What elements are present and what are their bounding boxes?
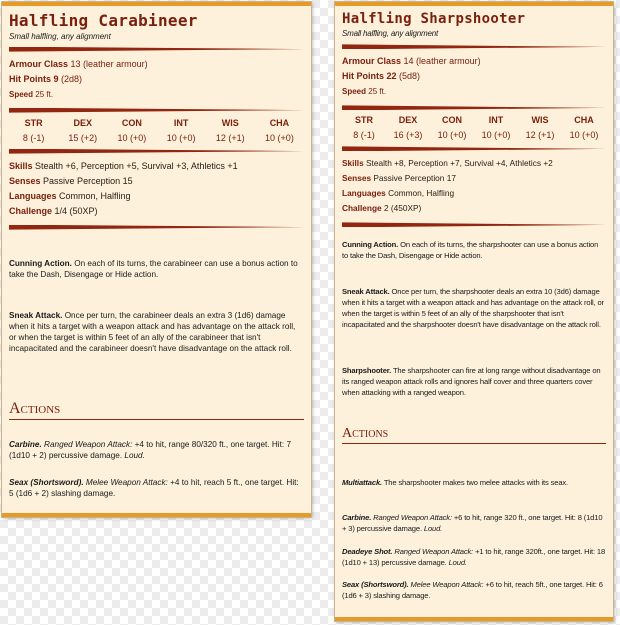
armour-class: Armour Class 13 (leather armour) (9, 58, 148, 69)
ability-scores (342, 115, 606, 140)
skills: Skills Stealth +8, Perception +7, Survival +4, Athletics +2 (342, 158, 553, 169)
creature-name: Halfling Carabineer (9, 11, 198, 30)
armour-class: Armour Class 14 (leather armour) (342, 56, 481, 67)
ability-dex: DEX 16 (+3) (393, 115, 423, 141)
section-divider (9, 108, 304, 113)
ability-str: STR 8 (-1) (353, 115, 375, 141)
senses: Senses Passive Perception 17 (342, 173, 456, 184)
languages: Languages Common, Halfling (342, 188, 455, 199)
ability-wis: WIS 12 (+1) (525, 115, 555, 141)
hit-points: Hit Points 22 (5d8) (342, 71, 421, 82)
section-divider (342, 44, 606, 49)
trait-sneak-attack: Sneak Attack. Once per turn, the sharpshooter deals an extra 10 (3d6) damage when it hits a target with a weapon attack and has advantage on the attack roll, or when the target is within 5 feet of an ally of the sharpshooter that isn't incapacitated and the sharpshooter doesn't have disadvantage on the attack roll. (342, 287, 604, 329)
action-carbine: Carbine. Ranged Weapon Attack: +6 to hit, range 320 ft., one target. Hit: 8 (1d10 + 3) percussive damage. Loud. (342, 513, 603, 533)
actions-heading: Actions (342, 426, 606, 444)
speed: Speed 25 ft. (342, 87, 387, 97)
languages: Languages Common, Halfling (9, 190, 131, 201)
creature-meta: Small halfling, any alignment (9, 31, 111, 41)
trait-sharpshooter: Sharpshooter. The sharpshooter can fire at long range without disadvantage on its ranged weapon attack rolls and ignores half cover and three quarters cover when attacking with a ranged weapon. (342, 366, 601, 397)
trait-cunning-action: Cunning Action. On each of its turns, the sharpshooter can use a bonus action to take the Dash, Disengage or Hide action. (342, 240, 599, 260)
ability-con: CON 10 (+0) (437, 115, 467, 141)
section-divider (9, 225, 304, 230)
senses: Senses Passive Perception 15 (9, 175, 133, 186)
ability-str: STR 8 (-1) (22, 117, 45, 143)
speed: Speed 25 ft. (9, 89, 54, 99)
section-divider (342, 105, 606, 110)
creature-meta: Small halfling, any alignment (342, 29, 439, 39)
ability-cha: CHA 10 (+0) (265, 117, 294, 143)
ability-wis: WIS 12 (+1) (215, 117, 245, 143)
trait-sneak-attack: Sneak Attack. Once per turn, the carabineer deals an extra 3 (1d6) damage when it hits a target with a weapon attack and has advantage on the attack roll, or when the target is within 5 feet of an ally of the carabineer that isn't incapacitated and the carabineer doesn't have disadvantage on the attack roll. (9, 311, 296, 353)
ability-scores (9, 118, 304, 143)
section-divider (342, 146, 606, 151)
ability-int: INT 10 (+0) (481, 115, 511, 141)
stat-block-halfling-sharpshooter (335, 2, 613, 621)
hit-points: Hit Points 9 (2d8) (9, 73, 83, 84)
action-seax: Seax (Shortsword). Melee Weapon Attack: +4 to hit, reach 5 ft., one target. Hit: 5 (1d6 + 2) slashing damage. (9, 478, 299, 498)
stat-block-halfling-carabineer (2, 2, 311, 517)
action-multiattack: Multiattack. The sharpshooter makes two melee attacks with its seax. (342, 478, 569, 487)
ability-con: CON 10 (+0) (117, 117, 147, 143)
trait-cunning-action: Cunning Action. On each of its turns, the carabineer can use a bonus action to take the Dash, Disengage or Hide action. (9, 259, 298, 279)
ability-dex: DEX 15 (+2) (68, 117, 98, 143)
section-divider (9, 149, 304, 154)
actions-heading: Actions (9, 400, 304, 420)
challenge: Challenge 1/4 (50XP) (9, 205, 98, 216)
action-deadeye-shot: Deadeye Shot. Ranged Weapon Attack: +1 to hit, range 320ft., one target. Hit: 18 (1d10 + 13) percussive damage. Loud. (342, 547, 606, 567)
creature-name: Halfling Sharpshooter (342, 11, 526, 27)
ability-cha: CHA 10 (+0) (569, 115, 599, 141)
section-divider (9, 47, 304, 52)
section-divider (342, 222, 606, 227)
skills: Skills Stealth +6, Perception +5, Survival +3, Athletics +1 (9, 160, 238, 171)
challenge: Challenge 2 (450XP) (342, 203, 422, 214)
action-seax: Seax (Shortsword). Melee Weapon Attack: +6 to hit, reach 5ft., one target. Hit: 6 (1d6 + 3) slashing damage. (342, 580, 603, 600)
action-carbine: Carbine. Ranged Weapon Attack: +4 to hit, range 80/320 ft., one target. Hit: 7 (1d10 + 2) percussive damage. Loud. (9, 440, 292, 460)
ability-int: INT 10 (+0) (166, 117, 196, 143)
